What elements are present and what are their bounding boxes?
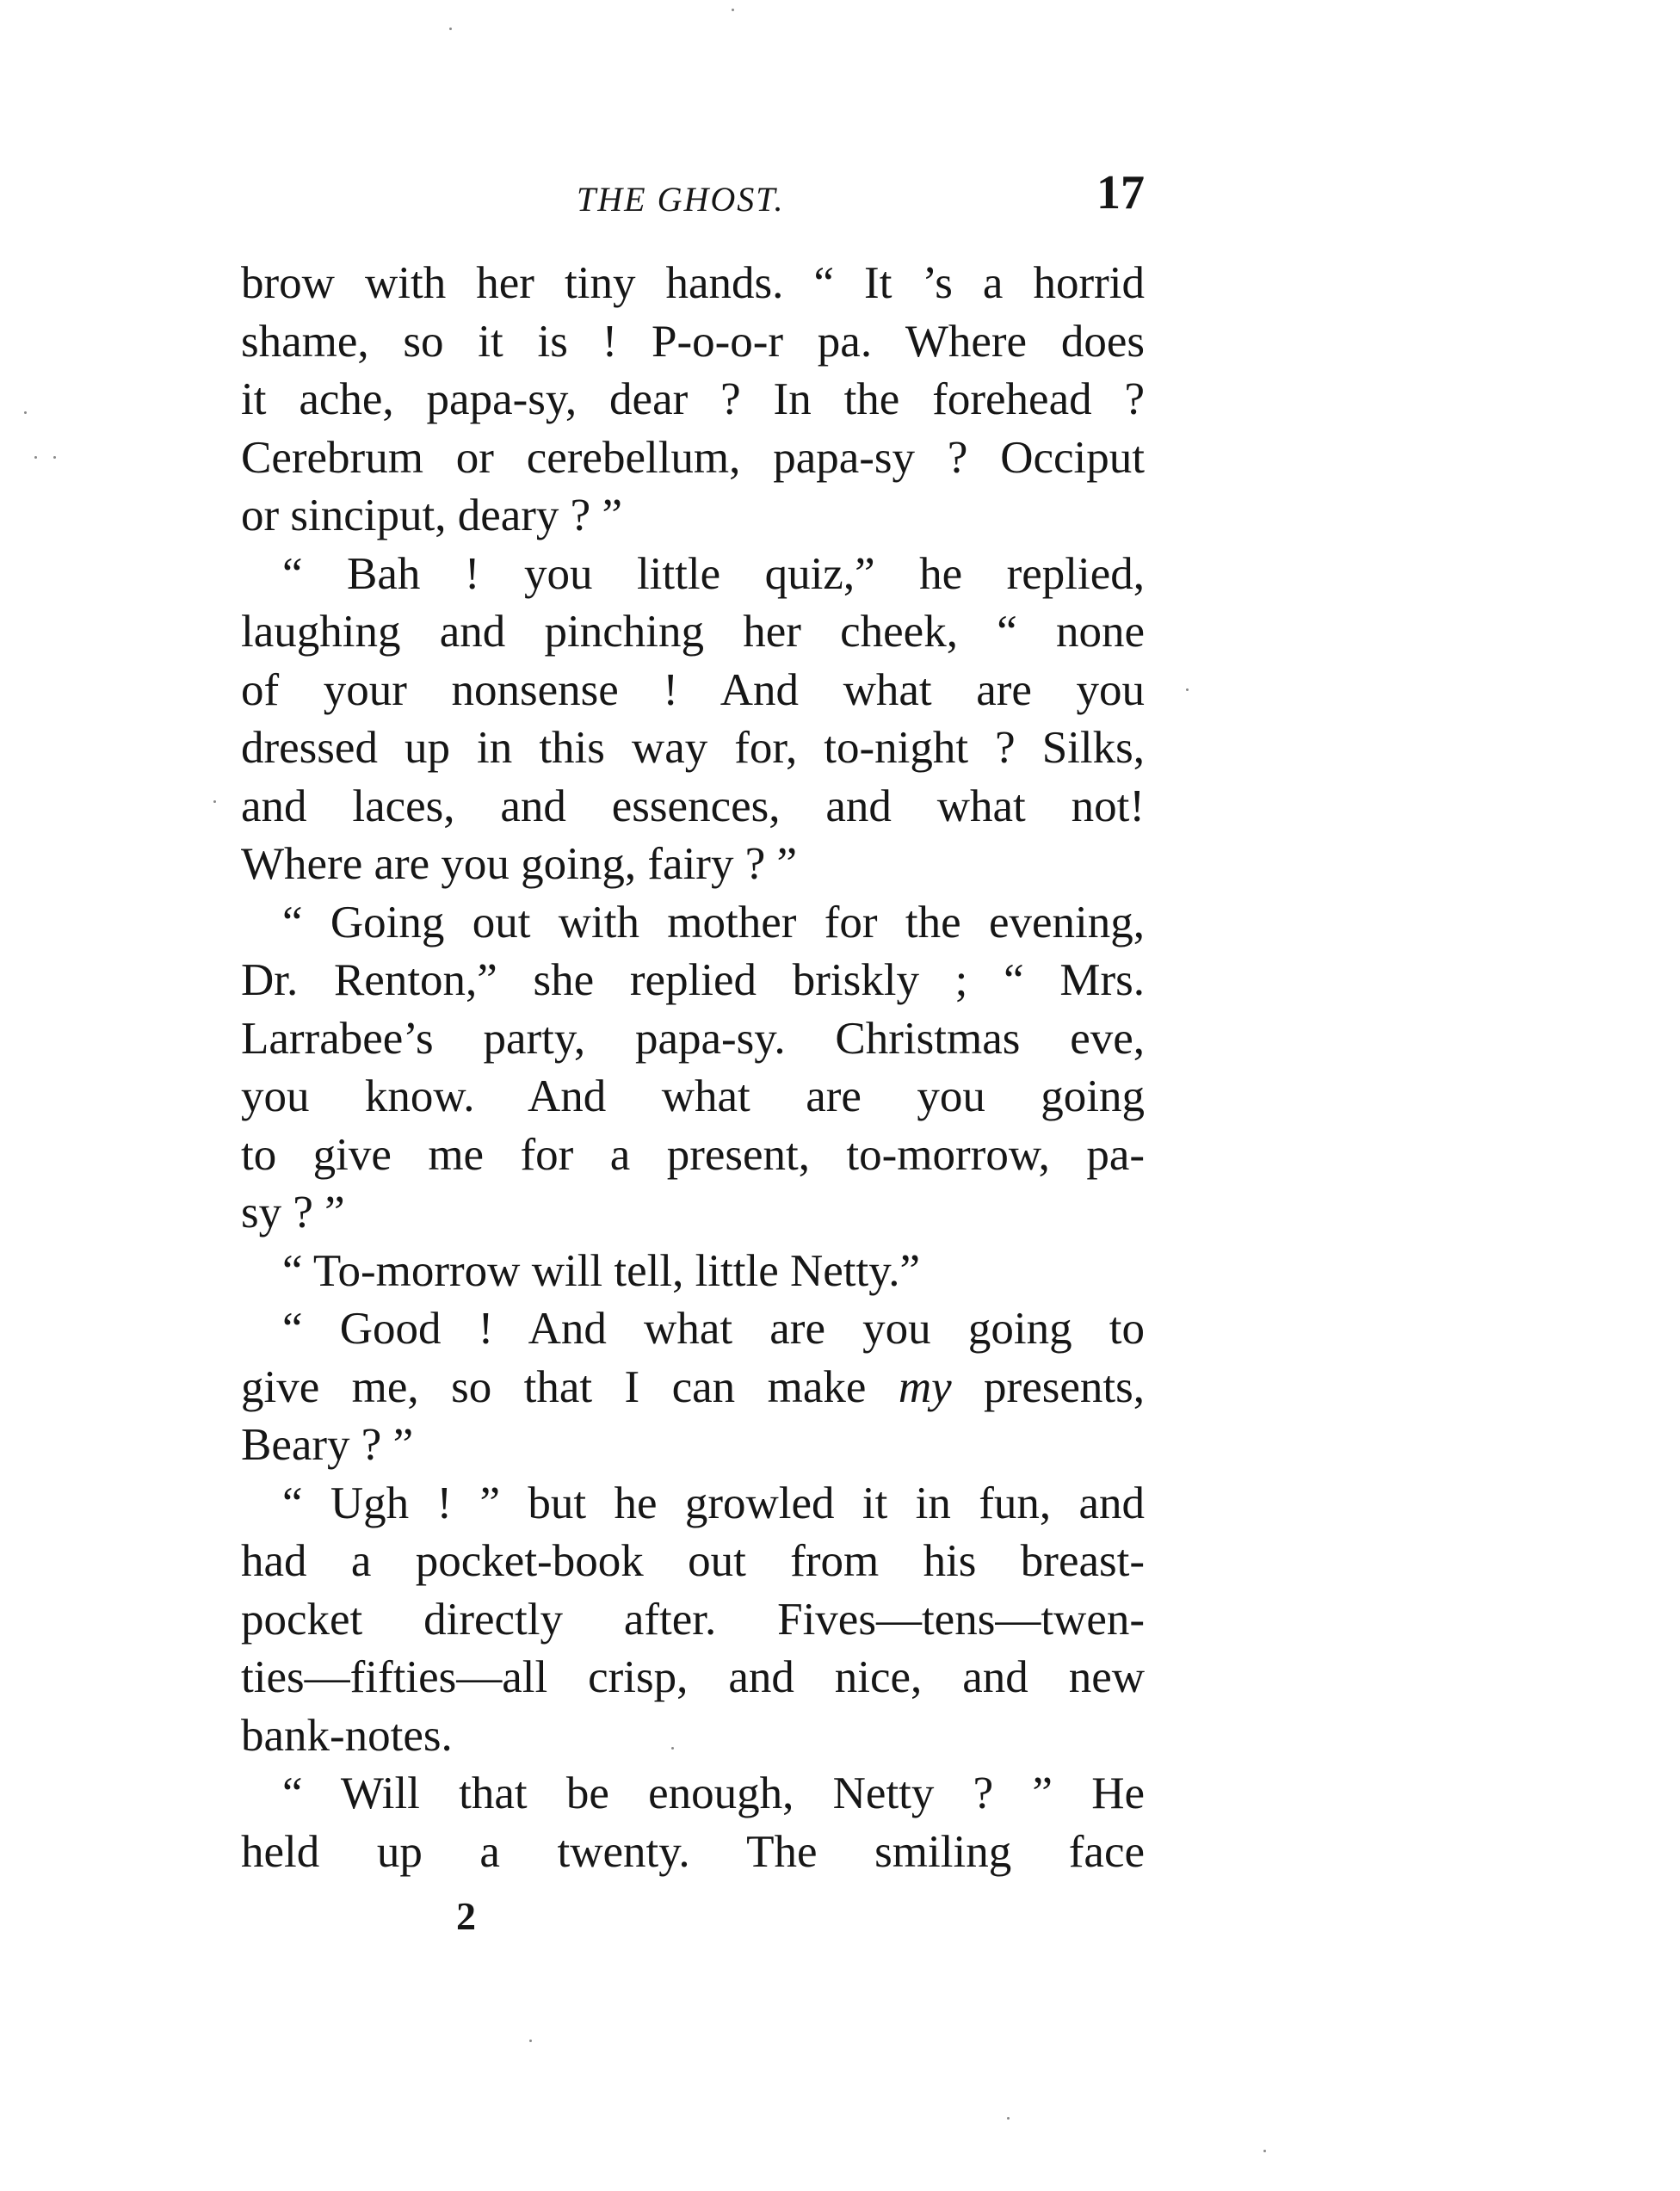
text-line: Beary ? ” (241, 1420, 414, 1470)
paper-speck (529, 2040, 532, 2042)
text-segment: give me, so that I can make (241, 1361, 899, 1412)
emphasized-word: my (898, 1361, 952, 1412)
running-title: THE GHOST. (577, 180, 785, 219)
text-line: had a pocket-book out from his breast- (241, 1536, 1145, 1586)
paper-speck (53, 456, 56, 459)
paper-speck (1263, 2150, 1266, 2152)
text-line: held up a twenty. The smiling face (241, 1826, 1145, 1877)
text-line: dressed up in this way for, to-night ? Silks, (241, 723, 1145, 773)
text-line: bank-notes. (241, 1710, 453, 1761)
text-line: to give me for a present, to-morrow, pa- (241, 1129, 1145, 1180)
page-header (241, 164, 1145, 232)
text-line: and laces, and essences, and what not! (241, 781, 1145, 831)
text-line: Dr. Renton,” she replied briskly ; “ Mrs. (241, 955, 1145, 1005)
body-text (241, 255, 1145, 1881)
text-line: it ache, papa-sy, dear ? In the forehead ? (241, 374, 1145, 424)
paper-speck (1007, 2117, 1010, 2120)
text-line (241, 1359, 1145, 1417)
text-line: you know. And what are you going (241, 1071, 1145, 1121)
paper-speck (213, 800, 216, 803)
text-line: Where are you going, fairy ? ” (241, 839, 797, 889)
text-line: laughing and pinching her cheek, “ none (241, 607, 1145, 657)
paper-speck (732, 9, 734, 11)
text-line: “ To-morrow will tell, little Netty.” (282, 1245, 921, 1296)
text-line: of your nonsense ! And what are you (241, 664, 1145, 715)
paper-speck (449, 28, 452, 30)
page-number: 17 (1096, 166, 1145, 219)
paper-speck (34, 456, 37, 459)
text-line: “ Bah ! you little quiz,” he replied, (282, 548, 1145, 599)
text-line: pocket directly after. Fives—tens—twen- (241, 1594, 1145, 1645)
text-line: “ Ugh ! ” but he growled it in fun, and (282, 1478, 1145, 1528)
text-line: Cerebrum or cerebellum, papa-sy ? Occiput (241, 432, 1145, 483)
text-line: sy ? ” (241, 1188, 345, 1237)
signature-mark: 2 (456, 1894, 476, 1938)
text-line: brow with her tiny hands. “ It ’s a horrid (241, 258, 1145, 308)
text-line: Larrabee’s party, papa-sy. Christmas eve, (241, 1013, 1145, 1064)
text-line: or sinciput, deary ? ” (241, 491, 622, 540)
paper-speck (671, 1747, 674, 1750)
paper-speck (1186, 688, 1189, 691)
text-segment: presents, (951, 1361, 1145, 1412)
text-line: ties—fifties—all crisp, and nice, and new (241, 1652, 1145, 1702)
text-line: “ Good ! And what are you going to (282, 1304, 1145, 1354)
text-line: “ Will that be enough, Netty ? ” He (282, 1768, 1145, 1818)
text-line: shame, so it is ! P-o-o-r pa. Where does (241, 316, 1145, 367)
paper-speck (24, 411, 27, 414)
text-line: “ Going out with mother for the evening, (282, 897, 1145, 947)
